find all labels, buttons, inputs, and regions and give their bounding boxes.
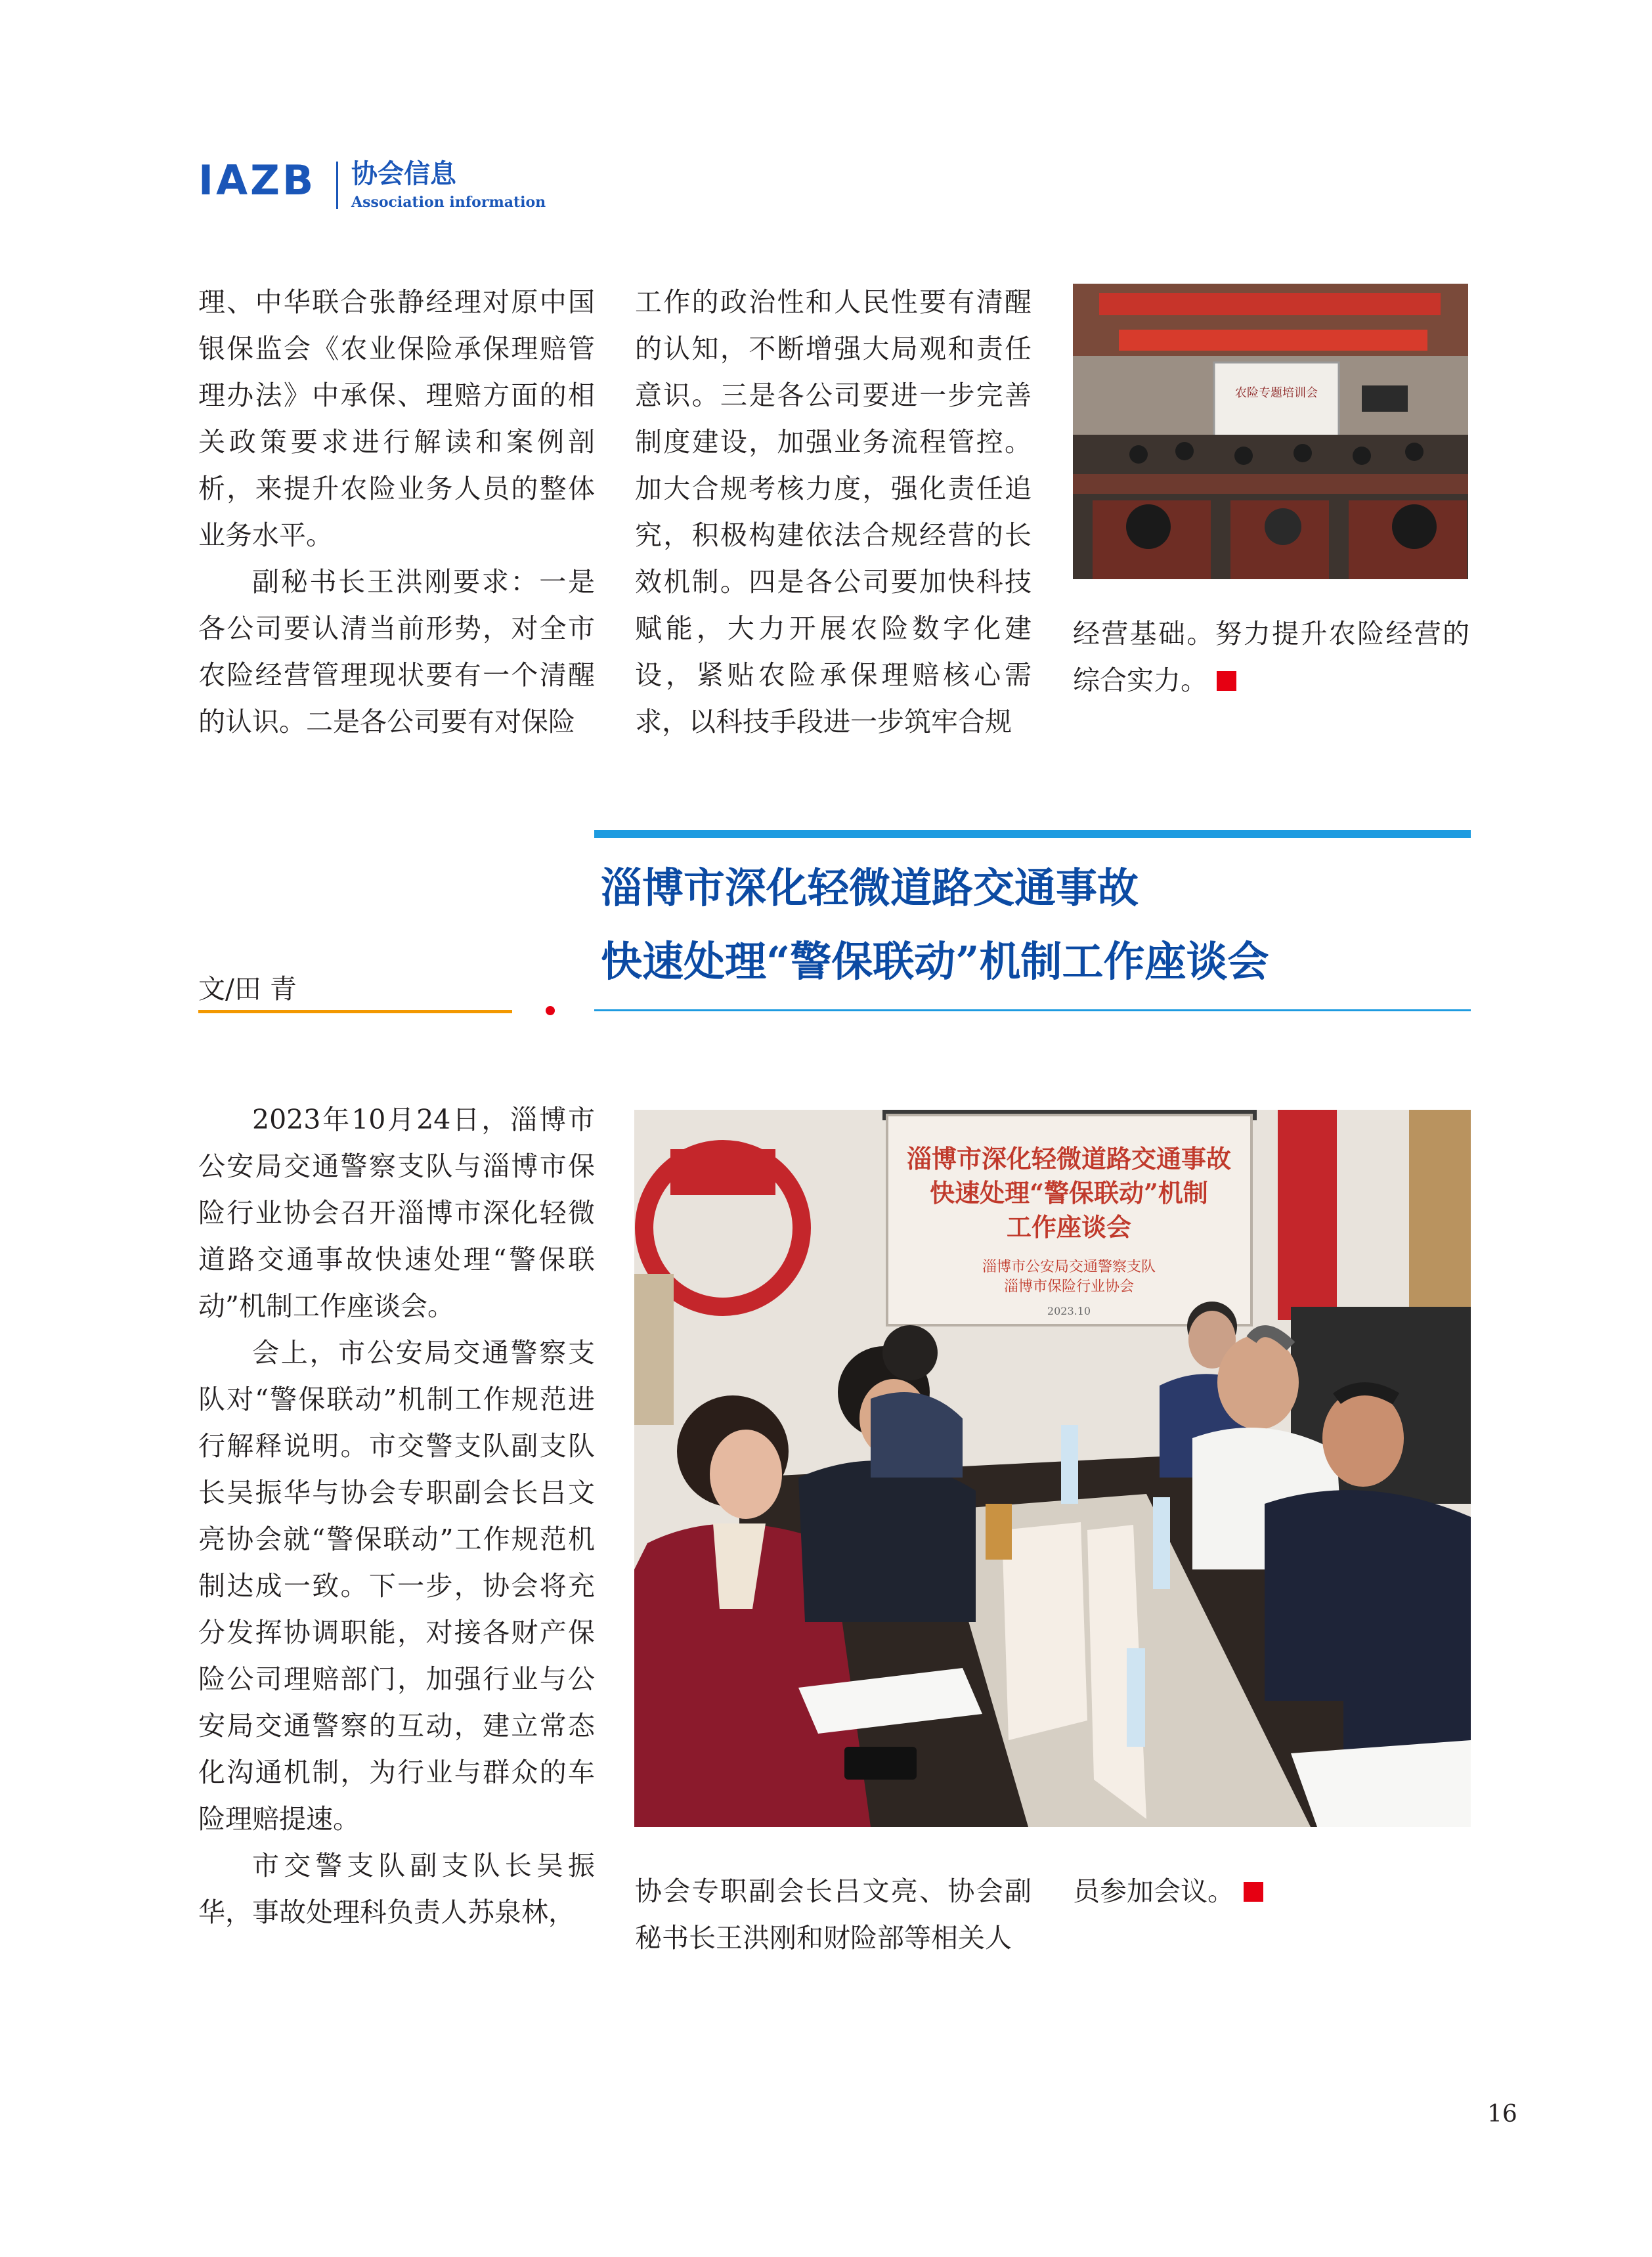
article-title-line-2: 快速处理“警保联动”机制工作座谈会 (601, 937, 1269, 986)
article-author: 文/田 青 (198, 973, 297, 1005)
photo-screen-title-3: 工作座谈会 (1006, 1212, 1132, 1242)
article-column-2 (635, 1868, 1032, 1961)
paragraph: 经营基础。努力提升农险经营的综合实力。 (1073, 618, 1469, 696)
author-underline (198, 1010, 512, 1013)
paragraph: 2023年10月24日，淄博市公安局交通警察支队与淄博市保险行业协会召开淄博市深化轻微道路交通事故快速处理“警保联动”机制工作座谈会。 (198, 1104, 595, 1322)
page-number: 16 (1487, 2101, 1517, 2128)
top-column-2 (635, 279, 1032, 745)
photo-screen-title-2: 快速处理“警保联动”机制 (930, 1178, 1208, 1208)
photo-screen-date: 2023.10 (1047, 1305, 1091, 1317)
paragraph: 工作的政治性和人民性要有清醒的认知，不断增强大局观和责任意识。三是各公司要进一步完善制度建设，加强业务流程管控。加大合规考核力度，强化责任追究，积极构建依法合规经营的长效机制。四是各公司要加快科技赋能，大力开展农险数字化建设，紧贴农险承保理赔核心需求，以科技手段进一步筑牢合规 (635, 286, 1032, 737)
paragraph: 市交警支队副支队长吴振华，事故处理科负责人苏泉林， (198, 1850, 595, 1928)
article-column-1 (198, 1097, 595, 1936)
title-top-rule (594, 830, 1471, 838)
training-meeting-photo (1073, 284, 1468, 579)
paragraph: 协会专职副会长吕文亮、协会副秘书长王洪刚和财险部等相关人 (635, 1875, 1032, 1954)
paragraph: 员参加会议。 (1073, 1875, 1234, 1907)
top-column-3 (1073, 611, 1469, 704)
paragraph: 理、中华联合张静经理对原中国银保监会《农业保险承保理赔管理办法》中承保、理赔方面的相关政策要求进行解读和案例剖析，来提升农险业务人员的整体业务水平。 (198, 286, 595, 551)
accent-dot (546, 1006, 555, 1015)
photo-screen-org-1: 淄博市公安局交通警察支队 (982, 1259, 1156, 1275)
paragraph: 会上，市公安局交通警察支队对“警保联动”机制工作规范进行解释说明。市交警支队副支队长吴振华与协会专职副会长吕文亮协会就“警保联动”工作规范机制达成一致。下一步，协会将充分发挥协调职能，对接各财产保险公司理赔部门，加强行业与公安局交通警察的互动，建立常态化沟通机制，为行业与群众的车险理赔提速。 (198, 1337, 595, 1835)
end-mark-icon (1217, 671, 1236, 691)
header-divider (336, 162, 338, 209)
article-column-3 (1073, 1868, 1469, 1915)
section-subtitle: Association information (351, 194, 546, 211)
section-title: 协会信息 (351, 158, 456, 189)
end-mark-icon (1244, 1882, 1263, 1902)
top-column-1 (198, 279, 595, 745)
title-bottom-rule (594, 1009, 1471, 1011)
paragraph: 副秘书长王洪刚要求：一是各公司要认清当前形势，对全市农险经营管理现状要有一个清醒的认识。二是各公司要有对保险 (198, 566, 595, 737)
symposium-meeting-photo (634, 1110, 1471, 1827)
iazb-logo: IAZB (198, 156, 316, 204)
photo-screen-text: 农险专题培训会 (1235, 386, 1318, 400)
photo-screen-title-1: 淄博市深化轻微道路交通事故 (906, 1144, 1232, 1173)
article-title-line-1: 淄博市深化轻微道路交通事故 (601, 864, 1139, 912)
photo-screen-org-2: 淄博市保险行业协会 (1003, 1279, 1135, 1295)
